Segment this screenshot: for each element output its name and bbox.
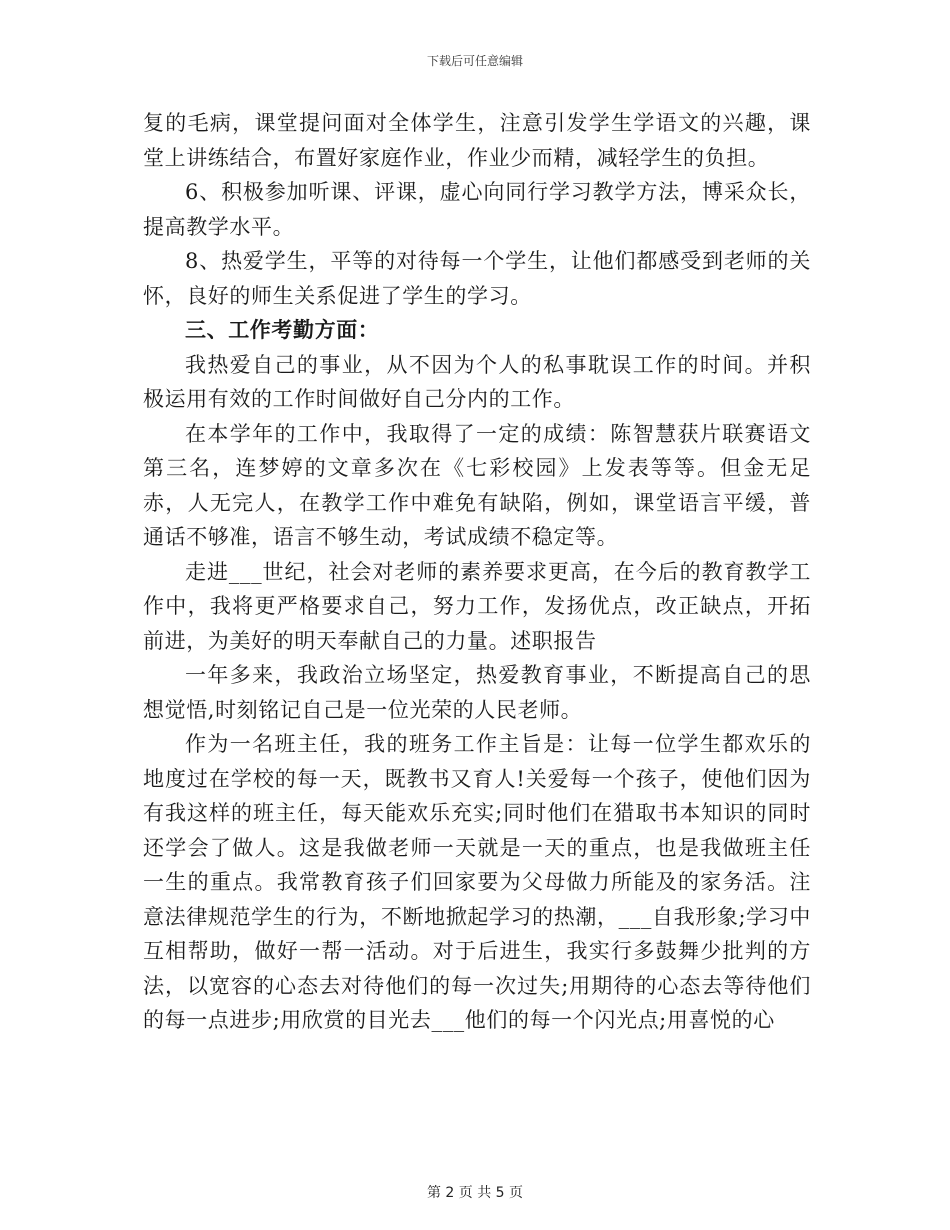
- paragraph-political-stance: 一年多来，我政治立场坚定，热爱教育事业，不断提高自己的思想觉悟,时刻铭记自己是一位光荣的人民老师。: [143, 663, 811, 722]
- paragraph-item-8: 8、热爱学生，平等的对待每一个学生，让他们都感受到老师的关怀，良好的师生关系促进了学生的学习。: [143, 249, 811, 308]
- paragraph-continuation: 复的毛病，课堂提问面对全体学生，注意引发学生学语文的兴趣，课堂上讲练结合，布置好家庭作业，作业少而精，减轻学生的负担。: [143, 111, 811, 170]
- document-body: [143, 106, 811, 1038]
- paragraph-outlook: 走进___世纪，社会对老师的素养要求更高，在今后的教育教学工作中，我将更严格要求自己，努力工作，发扬优点，改正缺点，开拓前进，为美好的明天奉献自己的力量。述职报告: [143, 559, 811, 653]
- paragraph-item-6: 6、积极参加听课、评课，虚心向同行学习教学方法，博采众长，提高教学水平。: [143, 180, 811, 239]
- section-heading-attendance: 三、工作考勤方面：: [185, 317, 380, 342]
- paragraph-achievements: 在本学年的工作中，我取得了一定的成绩：陈智慧获片联赛语文第三名，连梦婷的文章多次在《七彩校园》上发表等等。但金无足赤，人无完人，在教学工作中难免有缺陷，例如，课堂语言平缓，普通话不够准，语言不够生动，考试成绩不稳定等。: [143, 421, 811, 549]
- paragraph-attendance: 我热爱自己的事业，从不因为个人的私事耽误工作的时间。并积极运用有效的工作时间做好自己分内的工作。: [143, 352, 811, 411]
- paragraph-class-teacher: 作为一名班主任，我的班务工作主旨是：让每一位学生都欢乐的地度过在学校的每一天，既教书又育人!关爱每一个孩子，使他们因为有我这样的班主任，每天能欢乐充实;同时他们在猎取书本知识的同时还学会了做人。这是我做老师一天就是一天的重点，也是我做班主任一生的重点。我常教育孩子们回家要为父母做力所能及的家务活。注意法律规范学生的行为，不断地掀起学习的热潮，___自我形象;学习中互相帮助，做好一帮一活动。对于后进生，我实行多鼓舞少批判的方法，以宽容的心态去对待他们的每一次过失;用期待的心态去等待他们的每一点进步;用欣赏的目光去___他们的每一个闪光点;用喜悦的心: [143, 732, 811, 1032]
- page-number: 第 2 页 共 5 页: [426, 1185, 524, 1201]
- page-header: 下载后可任意编辑: [426, 54, 523, 68]
